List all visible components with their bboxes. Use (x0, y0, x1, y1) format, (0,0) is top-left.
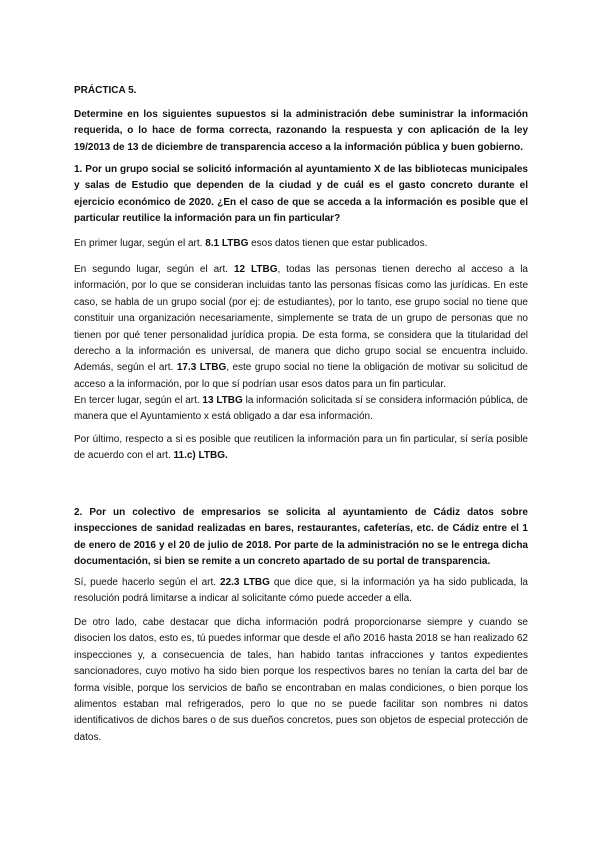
q1-answer-paragraph-1 (74, 236, 528, 252)
q2-answer-paragraph-1 (74, 575, 528, 608)
law-reference: 17.3 LTBG (176, 362, 227, 374)
exercise-instructions: Determine en los siguientes supuestos si la administración debe suministrar la información requerida, o lo hace de forma correcta, razonando la respuesta y con aplicación de la ley 19/2013 de 13 de diciembre de transparencia acceso a la información pública y buen gobierno. (74, 109, 528, 153)
text: la información solicitada sí se considera información pública, de manera que el Ayuntamiento x está obligado a dar esa información. (74, 395, 528, 423)
text: En tercer lugar, según el art. (74, 395, 203, 406)
law-reference: 12 LTBG (233, 264, 278, 275)
text: Sí, puede hacerlo según el art. (74, 577, 221, 588)
text: , este grupo social no tiene la obligación de motivar su solicitud de acceso a la información, por lo que sí podrían usar esos datos para un fin particular. (74, 362, 528, 390)
q1-answer-paragraph-3 (74, 393, 528, 426)
question-2: 2. Por un colectivo de empresarios se solicita al ayuntamiento de Cádiz datos sobre inspecciones de sanidad realizadas en bares, restaurantes, cafeterías, etc. de Cádiz entre el 1 de enero de 2016 y el 20 de julio de 2018. Por parte de la administración no se le entrega dicha documentación, si bien se remite a un concreto apartado de su portal de transparencia. (74, 507, 528, 568)
document-title: PRÁCTICA 5. (74, 85, 137, 96)
law-reference: 13 LTBG (202, 395, 243, 406)
law-reference: 11.c) LTBG. (173, 450, 228, 462)
text: que dice que, si la información ya ha sido publicada, la resolución podrá limitarse a indicar al solicitante cómo puede acceder a ella. (74, 577, 528, 605)
q2-answer-paragraph-2: De otro lado, cabe destacar que dicha información podrá proporcionarse siempre y cuando se disocien los datos, esto es, tú puedes informar que desde el año 2016 hasta 2018 se han realizado 62 inspecciones y, a consecuencia de tales, han habido tantas infracciones y tantos expedientes sancionadores, cuyo motivo ha sido bien porque los respectivos bares no tenían la carta del bar de forma visible, porque los servicios de baño se encontraban en malas condiciones, o bien porque los alimentos estaban mal refrigerados, pero lo que no se puede facilitar son nombres ni datos identificativos de dichos bares o de sus dueños concretos, pues son objetos de especial protección de datos. (74, 617, 528, 743)
q1-answer-paragraph-2 (74, 262, 528, 393)
text: esos datos tienen que estar publicados. (248, 238, 428, 249)
text: , todas las personas tienen derecho al acceso a la información, por lo que se consideran incluidas tanto las personas físicas como las jurídicas. En este caso, se habla de un grupo social (por ej: de estudiantes), por lo tanto, ese grupo social no tiene que constituir una organización necesariamente, simplemente se trata de un grupo de personas que no tienen por qué tener personalidad jurídica propia. De esta forma, se considera que la titularidad del derecho a la información es universal, de manera que dicho grupo social se encuentra incluido. Además, según el art. (74, 264, 528, 374)
law-reference: 22.3 LTBG (220, 577, 270, 588)
text: En segundo lugar, según el art. (74, 264, 234, 275)
text: Por último, respecto a si es posible que reutilicen la información para un fin particular, sí sería posible de acuerdo con el art. (74, 434, 528, 462)
question-1: 1. Por un grupo social se solicitó información al ayuntamiento X de las bibliotecas municipales y salas de Estudio que dependen de la ciudad y de cuál es el gasto concreto durante el ejercicio económico de 2020. ¿En el caso de que se acceda a la información es posible que el particular reutilice la información para un fin particular? (74, 164, 528, 225)
law-reference: 8.1 LTBG (205, 238, 249, 249)
q1-answer-paragraph-4 (74, 432, 528, 465)
text: En primer lugar, según el art. (74, 238, 206, 249)
